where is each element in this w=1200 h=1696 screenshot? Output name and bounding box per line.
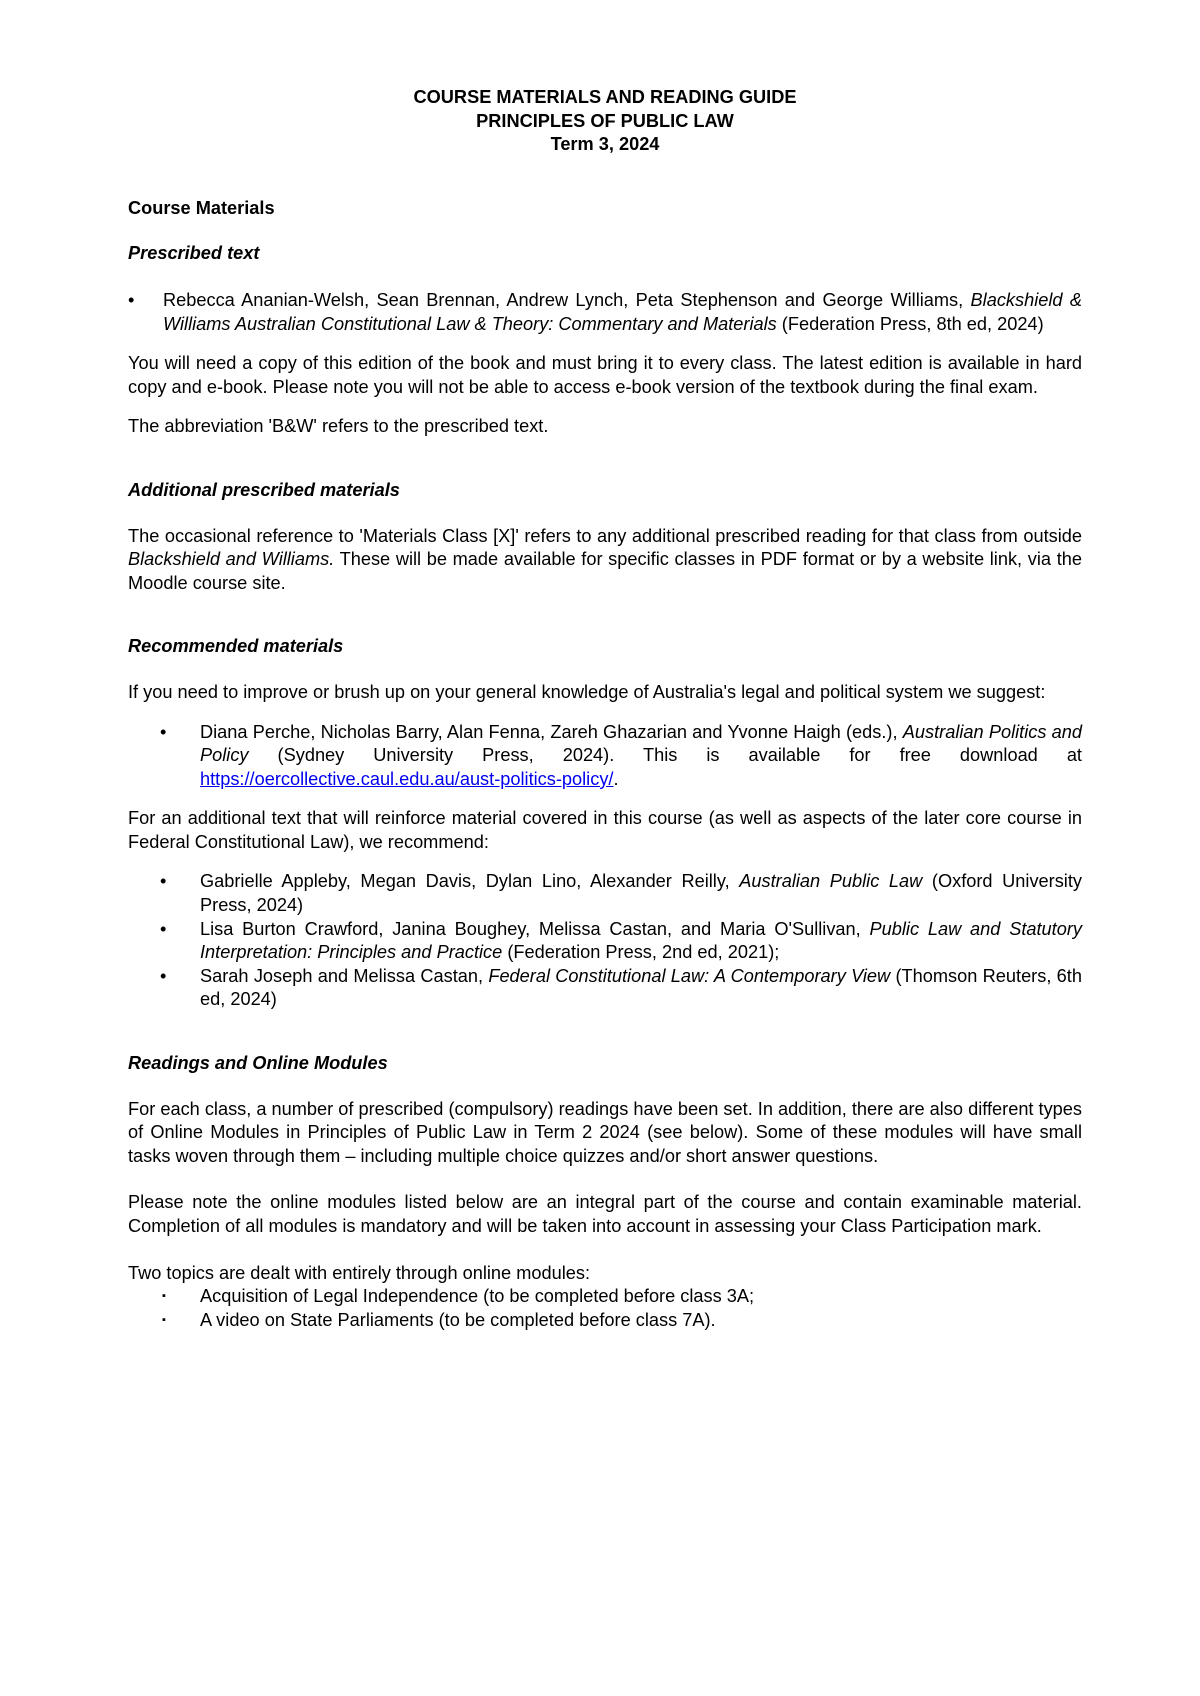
- download-link[interactable]: https://oercollective.caul.edu.au/aust-politics-policy/: [200, 768, 614, 789]
- copy-note: You will need a copy of this edition of the book and must bring it to every class. The latest edition is available in hard copy and e-book. Please note you will not be able to access e-book version of the textbook during the final exam.: [128, 353, 1082, 397]
- abbreviation-note: The abbreviation 'B&W' refers to the prescribed text.: [128, 416, 549, 437]
- list-item: [128, 965, 1082, 1012]
- readings-paragraph-3: Two topics are dealt with entirely through online modules:: [128, 1262, 591, 1283]
- list-item: ▪ A video on State Parliaments (to be completed before class 7A).: [128, 1309, 1082, 1333]
- item-authors: Sarah Joseph and Melissa Castan,: [200, 965, 484, 986]
- additional-materials-text: [128, 525, 1082, 596]
- readings-paragraph-1: For each class, a number of prescribed (compulsory) readings have been set. In addition, there are also different types of Online Modules in Principles of Public Law in Term 2 2024 (see below). Some of these modules will have small tasks woven through them – including multiple choice quizzes and/or short answer questions.: [128, 1098, 1083, 1166]
- list-item: [128, 918, 1082, 965]
- prescribed-authors: Rebecca Ananian-Welsh, Sean Brennan, Andrew Lynch, Peta Stephenson and George Williams,: [163, 289, 964, 310]
- item-authors: Lisa Burton Crawford, Janina Boughey, Melissa Castan, and Maria O'Sullivan,: [200, 918, 861, 939]
- recommended-authors: Diana Perche, Nicholas Barry, Alan Fenna, Zareh Ghazarian and Yvonne Haigh (eds.),: [200, 721, 898, 742]
- prescribed-publisher: (Federation Press, 8th ed, 2024): [781, 313, 1044, 334]
- additional-texts-list: [128, 870, 1082, 1012]
- readings-paragraph-2: Please note the online modules listed below are an integral part of the course and contain examinable material. Completion of all modules is mandatory and will be taken into account in assessing your Class Participation mark.: [128, 1192, 1082, 1236]
- prescribed-text-heading: Prescribed text: [128, 243, 260, 264]
- item-publisher: (Oxford University Press, 2024): [200, 871, 1082, 916]
- prescribed-title: Blackshield & Williams Australian Constitutional Law & Theory: Commentary and Materials: [163, 289, 1082, 334]
- list-item: [128, 289, 1082, 336]
- term-label: Term 3, 2024: [550, 134, 660, 155]
- link-trailing-period: .: [613, 768, 619, 789]
- document-title: COURSE MATERIALS AND READING GUIDE: [413, 87, 797, 107]
- additional-text-part-b: These will be made available for specific classes in PDF format or by a website link, via the Moodle course site.: [128, 549, 1082, 593]
- readings-heading: Readings and Online Modules: [128, 1053, 388, 1074]
- recommended-intro: If you need to improve or brush up on your general knowledge of Australia's legal and political system we suggest:: [128, 681, 1046, 702]
- course-name: PRINCIPLES OF PUBLIC LAW: [476, 110, 734, 131]
- course-materials-heading: Course Materials: [128, 197, 275, 218]
- prescribed-text-list: [128, 289, 1082, 336]
- recommended-materials-heading: Recommended materials: [128, 636, 344, 657]
- item-title: Australian Public Law: [739, 871, 923, 892]
- additional-text-part-a: The occasional reference to 'Materials Class [X]' refers to any additional prescribed reading for that class from outside: [128, 525, 1082, 546]
- additional-text-intro: For an additional text that will reinforce material covered in this course (as well as aspects of the later core course in Federal Constitutional Law), we recommend:: [128, 808, 1082, 852]
- recommended-title: Australian Politics and Policy: [200, 721, 1082, 766]
- item-title: Public Law and Statutory Interpretation: Principles and Practice: [200, 918, 1082, 963]
- document-content: [128, 86, 1082, 1332]
- item-title: Federal Constitutional Law: A Contemporary View: [488, 965, 891, 986]
- recommended-publisher: (Sydney University Press, 2024). This is available for free download at: [277, 745, 1082, 766]
- additional-text-emphasis: Blackshield and Williams.: [128, 549, 335, 570]
- document-title-block: [128, 86, 1082, 157]
- list-item: ▪ Acquisition of Legal Independence (to be completed before class 3A;: [128, 1285, 1082, 1309]
- item-publisher: (Federation Press, 2nd ed, 2021);: [507, 942, 780, 963]
- item-publisher: (Thomson Reuters, 6th ed, 2024): [200, 965, 1082, 1010]
- list-item: [128, 721, 1082, 792]
- list-item: [128, 870, 1082, 917]
- additional-materials-heading: Additional prescribed materials: [128, 479, 400, 500]
- item-authors: Gabrielle Appleby, Megan Davis, Dylan Lino, Alexander Reilly,: [200, 871, 730, 892]
- online-modules-list: [128, 1285, 1082, 1332]
- recommended-list: [128, 721, 1082, 792]
